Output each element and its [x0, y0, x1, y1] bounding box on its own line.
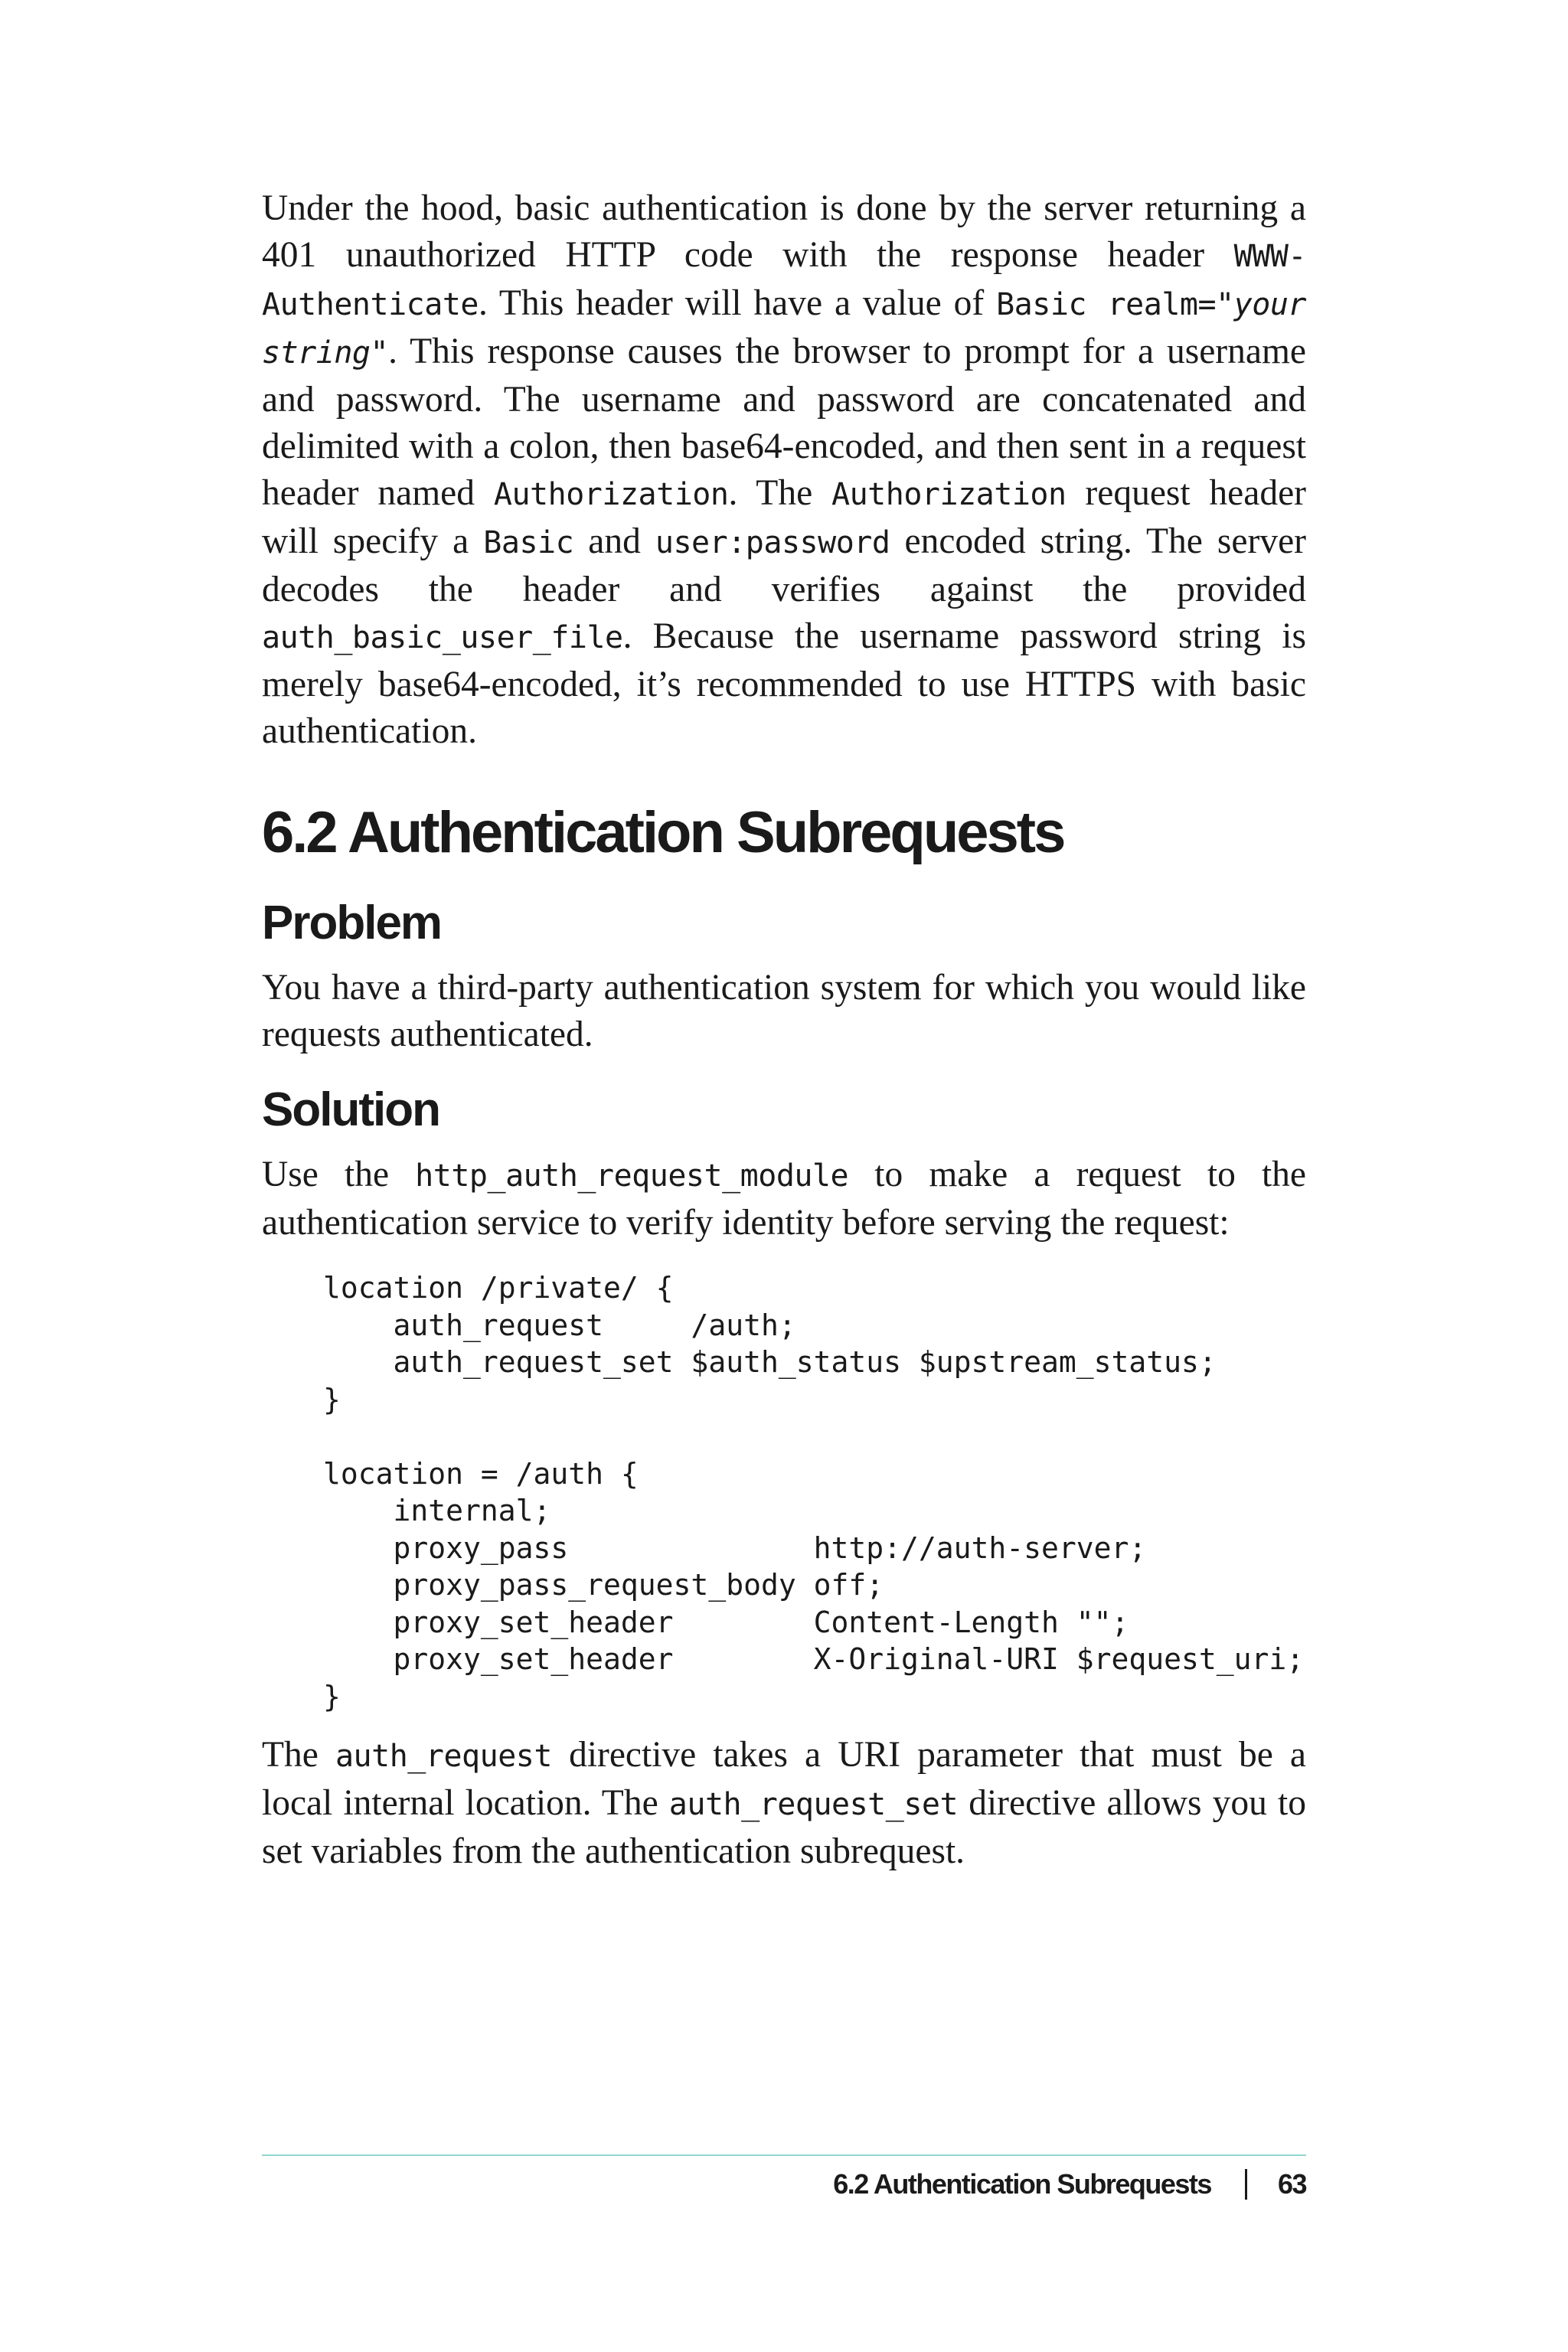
inline-code: Basic [483, 525, 574, 560]
inline-code: auth_request [335, 1739, 552, 1774]
problem-paragraph: You have a third-party authentication system for which you would like requests authenticated. [262, 968, 1306, 1054]
intro-text: . Because the username password string is merely base64-encoded, it’s recommended to use HTTPS with basic authentication. [262, 616, 1306, 751]
problem-heading: Problem [262, 897, 442, 949]
solution-paragraph [262, 1152, 1306, 1246]
closing-text: directive allows you to set variables from the authentication subrequest. [262, 1783, 1306, 1871]
solution-text: Use the [262, 1155, 416, 1194]
closing-paragraph [262, 1732, 1306, 1875]
inline-code: Basic realm=" [996, 287, 1234, 322]
footer-rule [262, 2154, 1306, 2156]
section-title: 6.2 Authentication Subrequests [262, 800, 1064, 865]
inline-code: Authorization [831, 477, 1067, 512]
footer-separator [1245, 2169, 1247, 2200]
intro-paragraph [262, 185, 1306, 755]
inline-code: auth_basic_user_file [262, 620, 623, 655]
page-footer [833, 2168, 1306, 2200]
inline-code-italic: your string [262, 287, 1306, 371]
page-number: 63 [1277, 2168, 1306, 2200]
intro-text: . The [728, 473, 831, 513]
page-content [262, 185, 1306, 1875]
intro-text: . This header will have a value of [478, 283, 997, 323]
inline-code: auth_request_set [668, 1787, 959, 1822]
solution-heading: Solution [262, 1083, 439, 1136]
footer-section-name: 6.2 Authentication Subrequests [833, 2168, 1211, 2200]
code-block: location /private/ { auth_request /auth; auth_request_set $auth_status $upstream_status; } location = /auth { internal; proxy_pass http://auth-server; proxy_pass_request_body off; proxy_set_header Content-Length ""; proxy_set_header X-Original-URI $request_uri; } [323, 1271, 1305, 1713]
inline-code: " [370, 335, 389, 371]
inline-code: WWW-Authenticate [262, 239, 1306, 322]
solution-text: to make a request to the authentication service to verify identity before serving the request: [262, 1155, 1306, 1243]
closing-text: directive takes a URI parameter that must be a local internal location. The [262, 1735, 1306, 1823]
intro-text: . This response causes the browser to prompt for a username and password. The username and password are concatenated and delimited with a colon, then base64-encoded, and then sent in a request header named [262, 332, 1306, 513]
intro-text: Under the hood, basic authentication is done by the server returning a 401 unauthorized HTTP code with the response header [262, 188, 1306, 275]
intro-text: and [573, 521, 655, 561]
closing-text: The [262, 1735, 335, 1775]
inline-code: http_auth_request_module [415, 1158, 849, 1194]
intro-text: encoded string. The server decodes the header and verifies against the provided [262, 521, 1306, 609]
inline-code: Authorization [493, 477, 729, 512]
inline-code: user:password [655, 525, 890, 560]
intro-text: request header will specify a [262, 473, 1306, 561]
